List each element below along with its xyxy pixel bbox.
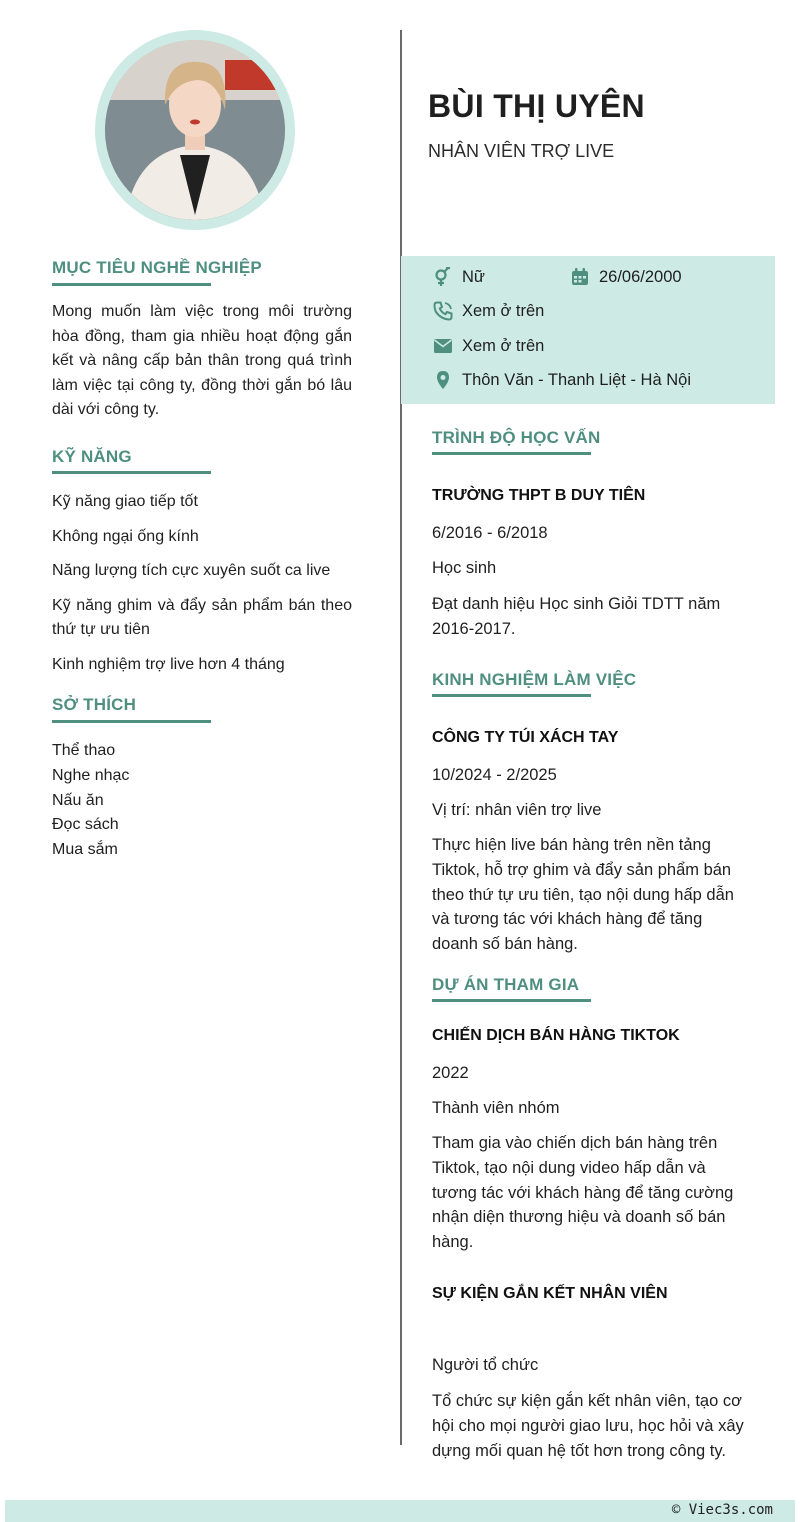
experience-desc: Thực hiện live bán hàng trên nền tảng Tiktok, hỗ trợ ghim và đẩy sản phẩm bán theo thứ tự ưu tiên, tạo nội dung hấp dẫn và tương tác với khách hàng để tăng doanh số bán hàng. — [432, 836, 734, 954]
contact-address — [432, 369, 691, 391]
objective-rule — [52, 283, 211, 286]
skill-item: Kỹ năng ghim và đẩy sản phẩm bán theo thứ tự ưu tiên — [52, 596, 352, 639]
project-desc: Tổ chức sự kiện gắn kết nhân viên, tạo cơ hội cho mọi người giao lưu, học hỏi và xây dựng mối quan hệ tốt hơn trong công ty. — [432, 1392, 744, 1460]
education-period: 6/2016 - 6/2018 — [432, 524, 548, 542]
education-role: Học sinh — [432, 559, 497, 577]
contact-email — [432, 335, 544, 357]
skill-item: Kỹ năng giao tiếp tốt — [52, 493, 198, 510]
contact-gender — [432, 266, 485, 288]
birthday-value: 26/06/2000 — [599, 267, 682, 286]
project-year: 2022 — [432, 1064, 469, 1082]
objective-text: Mong muốn làm việc trong môi trường hòa đồng, tham gia nhiều hoạt động gắn kết và nâng cấp bản thân trong quá trình làm việc tại công ty, đồng thời gắn bó lâu dài với công ty. — [52, 303, 352, 419]
calendar-icon — [569, 266, 591, 288]
avatar-ring — [95, 30, 295, 230]
contact-panel — [401, 256, 775, 404]
hobby-item: Nghe nhạc — [52, 766, 130, 784]
phone-icon — [432, 300, 454, 322]
experience-rule — [432, 694, 591, 697]
hobby-item: Đọc sách — [52, 816, 119, 834]
skills-rule — [52, 471, 211, 474]
footer-credit: © Viec3s.com — [671, 1502, 773, 1518]
skill-item: Năng lượng tích cực xuyên suốt ca live — [52, 562, 331, 580]
objective-title: MỤC TIÊU NGHỀ NGHIỆP — [52, 258, 262, 277]
experience-title: KINH NGHIỆM LÀM VIỆC — [432, 670, 637, 689]
project-desc: Tham gia vào chiến dịch bán hàng trên Tiktok, tạo nội dung video hấp dẫn và tương tác với khách hàng để tăng cường nhận diện thương hiệu và doanh số bán hàng. — [432, 1134, 734, 1252]
education-school: TRƯỜNG THPT B DUY TIÊN — [432, 487, 646, 504]
avatar — [105, 40, 285, 220]
contact-birthday — [569, 266, 682, 288]
hobby-item: Thể thao — [52, 742, 116, 759]
email-icon — [432, 335, 454, 357]
address-value: Thôn Văn - Thanh Liệt - Hà Nội — [462, 370, 691, 389]
project-name: CHIẾN DỊCH BÁN HÀNG TIKTOK — [432, 1027, 680, 1044]
projects-rule — [432, 999, 591, 1002]
footer-bar — [5, 1500, 795, 1522]
candidate-name: BÙI THỊ UYÊN — [428, 88, 645, 124]
phone-value: Xem ở trên — [462, 301, 545, 320]
skills-list — [52, 490, 352, 688]
education-title: TRÌNH ĐỘ HỌC VẤN — [432, 428, 601, 447]
experience-company: CÔNG TY TÚI XÁCH TAY — [432, 729, 619, 746]
experience-role: Vị trí: nhân viên trợ live — [432, 801, 602, 819]
project-role: Thành viên nhóm — [432, 1099, 560, 1117]
contact-phone — [432, 300, 544, 322]
hobbies-title: SỞ THÍCH — [52, 695, 137, 714]
education-desc: Đạt danh hiệu Học sinh Giỏi TDTT năm 2016-2017. — [432, 595, 721, 638]
location-icon — [432, 369, 454, 391]
gender-value: Nữ — [462, 267, 485, 286]
education-rule — [432, 452, 591, 455]
column-divider — [400, 30, 402, 1445]
hobbies-list — [52, 739, 129, 863]
project-role: Người tổ chức — [432, 1356, 539, 1374]
candidate-position: NHÂN VIÊN TRỢ LIVE — [428, 141, 615, 161]
gender-icon — [432, 266, 454, 288]
skill-item: Không ngại ống kính — [52, 527, 199, 545]
email-value: Xem ở trên — [462, 336, 545, 355]
skills-title: KỸ NĂNG — [52, 447, 132, 466]
hobbies-rule — [52, 720, 211, 723]
projects-title: DỰ ÁN THAM GIA — [432, 975, 580, 994]
project-name: SỰ KIỆN GẮN KẾT NHÂN VIÊN — [432, 1285, 668, 1302]
skill-item: Kinh nghiệm trợ live hơn 4 tháng — [52, 655, 285, 673]
hobby-item: Nấu ăn — [52, 791, 104, 809]
experience-period: 10/2024 - 2/2025 — [432, 766, 557, 784]
hobby-item: Mua sắm — [52, 841, 118, 859]
